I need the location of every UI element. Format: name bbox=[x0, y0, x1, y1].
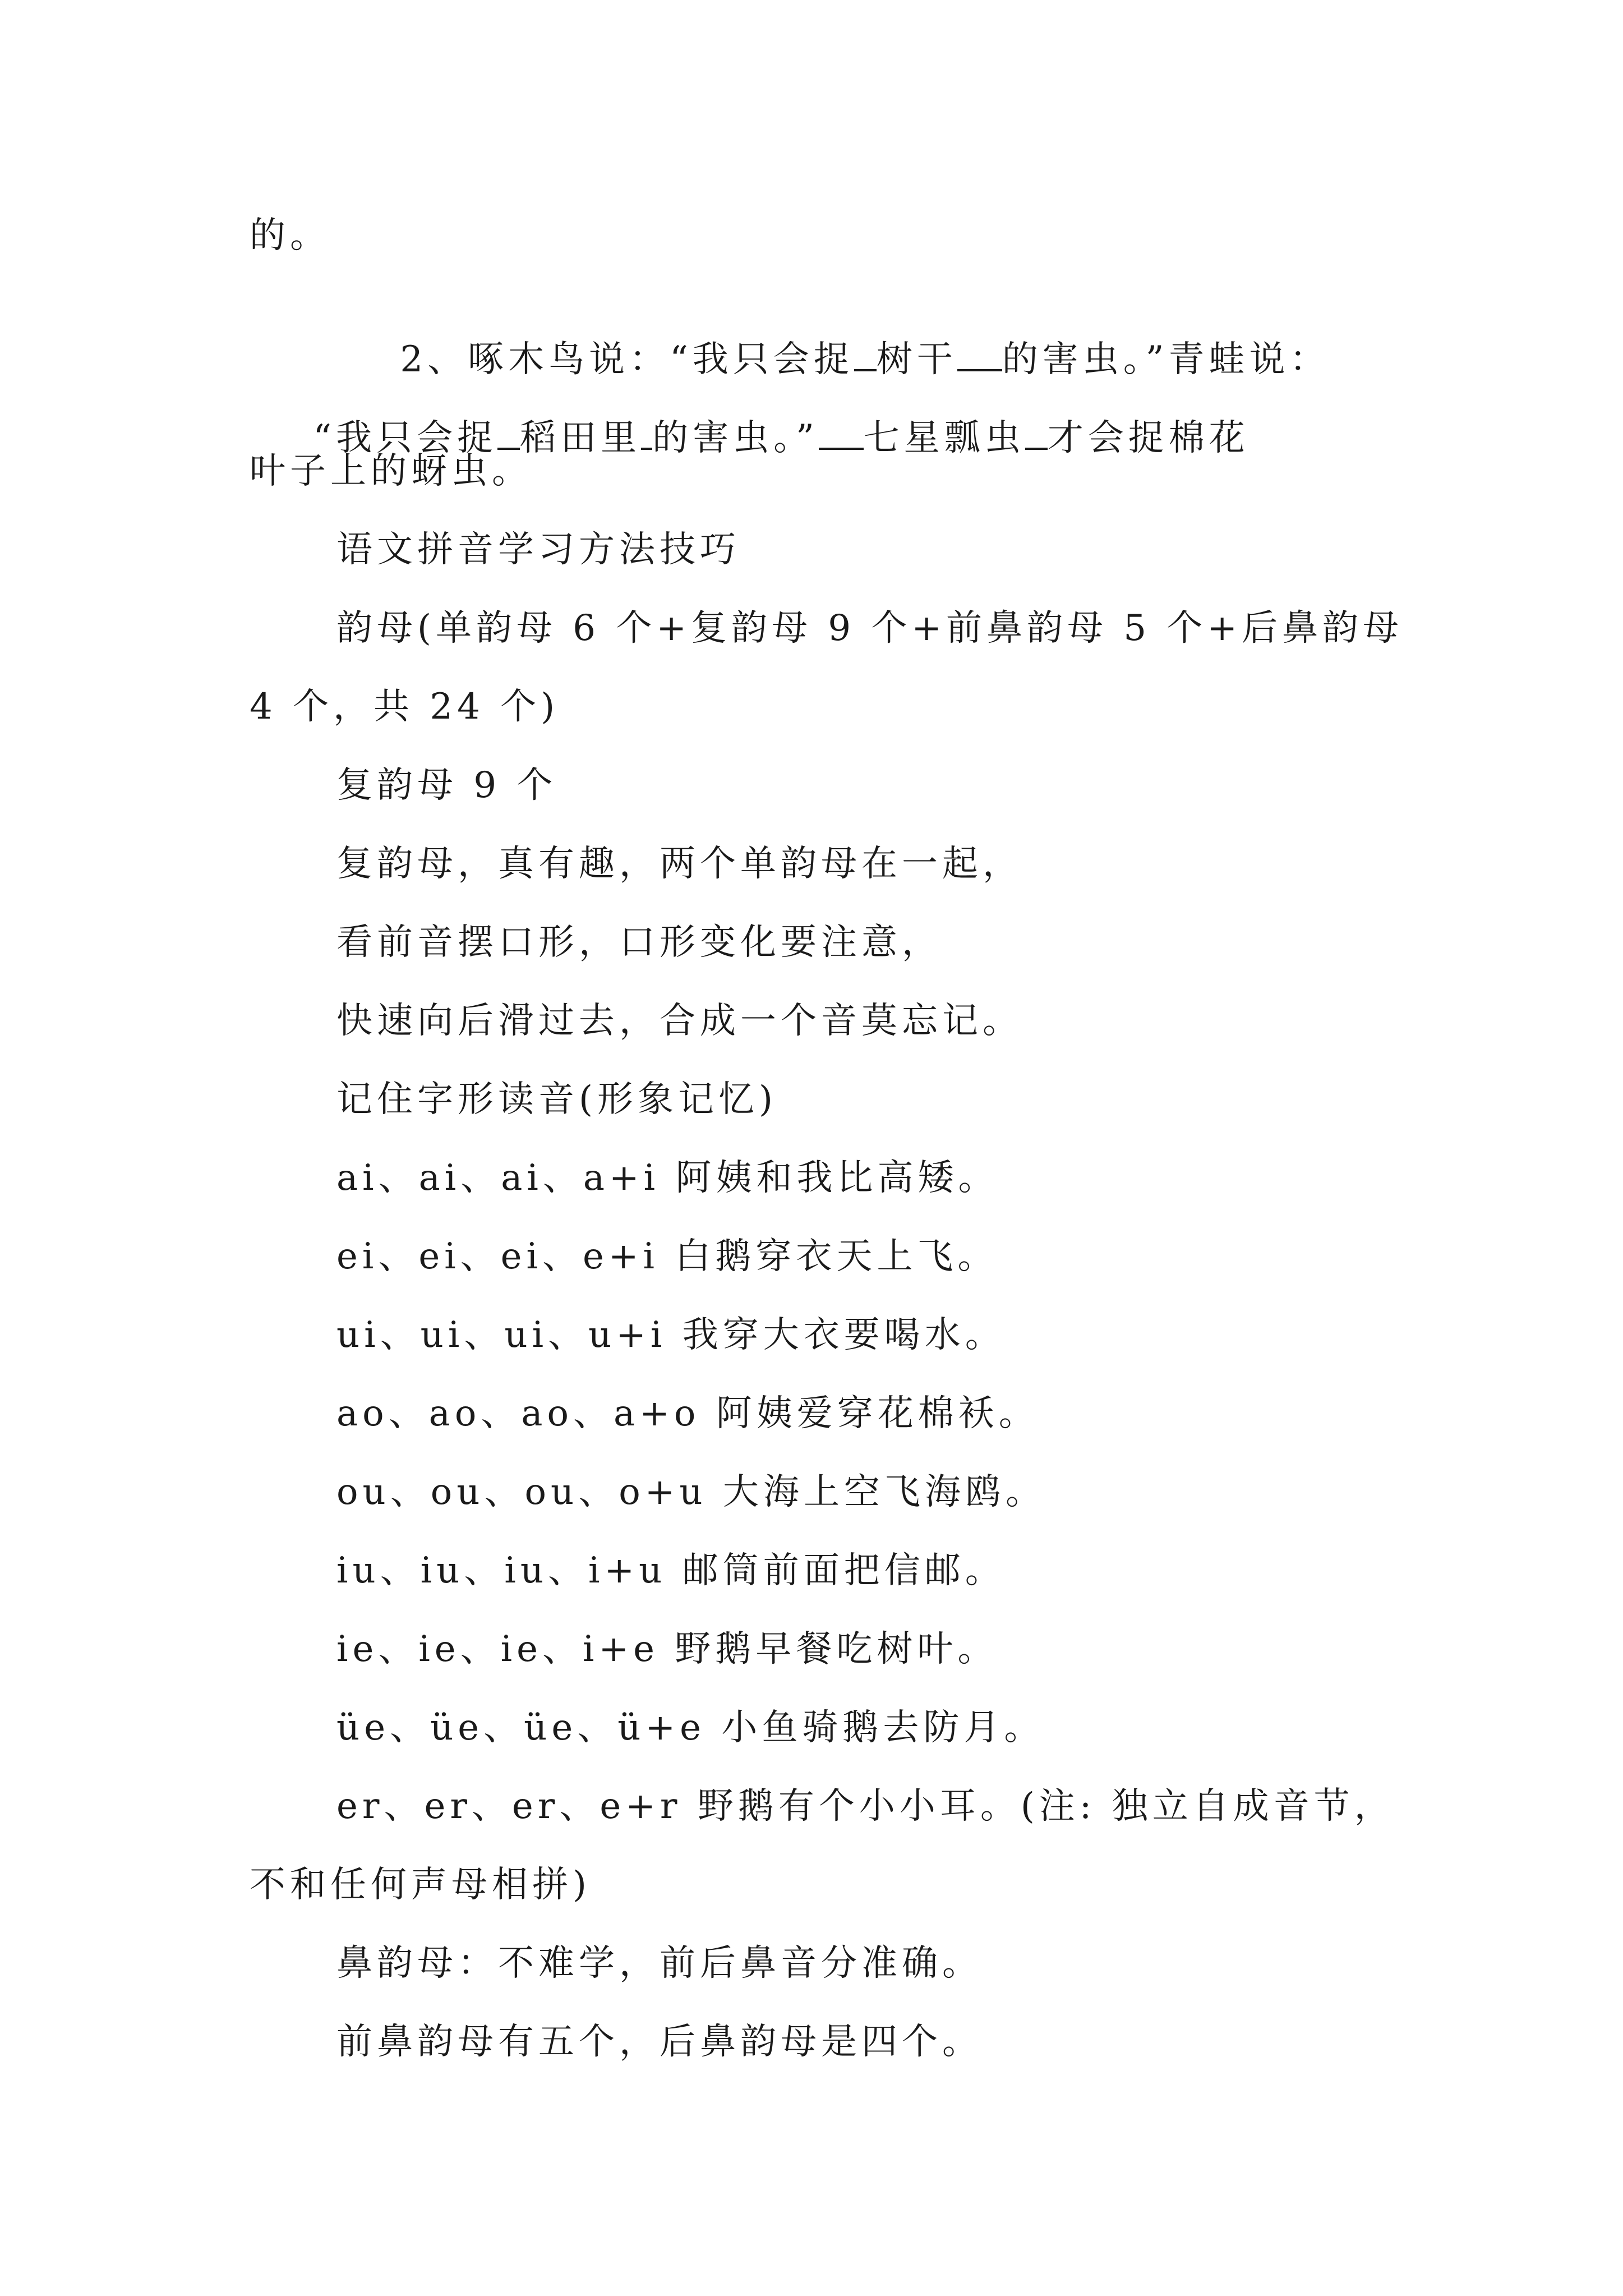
text-line-12: 记住字形读音(形象记忆) bbox=[336, 1079, 777, 1120]
blank-underline bbox=[819, 415, 864, 450]
answer-text: 树干 bbox=[876, 339, 957, 380]
text-line-4: 叶子上的蚜虫。 bbox=[250, 450, 532, 492]
text-line-13: ai、ai、ai、a+i 阿姨和我比高矮。 bbox=[336, 1157, 999, 1199]
text-line-11: 快速向后滑过去，合成一个音莫忘记。 bbox=[336, 1000, 1023, 1042]
blank-underline bbox=[1025, 415, 1048, 450]
text-line-17: ou、ou、ou、o+u 大海上空飞海鸥。 bbox=[336, 1471, 1046, 1513]
text-line-1: 的。 bbox=[250, 215, 330, 256]
text-line-9: 复韵母，真有趣，两个单韵母在一起， bbox=[336, 843, 1023, 885]
text-segment: 才会捉棉花 bbox=[1047, 417, 1249, 459]
text-segment: 2、啄木鸟说：“我只会捉 bbox=[400, 339, 854, 380]
text-segment: “我只会捉 bbox=[313, 417, 498, 459]
text-line-8: 复韵母 9 个 bbox=[336, 765, 557, 806]
section-heading: 语文拼音学习方法技巧 bbox=[336, 529, 740, 570]
text-line-21: er、er、er、e+r 野鹅有个小小耳。(注: 独立自成音节， bbox=[336, 1786, 1395, 1827]
blank-underline bbox=[497, 415, 520, 450]
text-line-16: ao、ao、ao、a+o 阿姨爱穿花棉袄。 bbox=[336, 1393, 1039, 1434]
blank-underline bbox=[957, 337, 1002, 371]
text-line-14: ei、ei、ei、e+i 白鹅穿衣天上飞。 bbox=[336, 1236, 998, 1277]
text-line-10: 看前音摆口形，口形变化要注意， bbox=[336, 922, 942, 963]
text-line-15: ui、ui、ui、u+i 我穿大衣要喝水。 bbox=[336, 1314, 1006, 1356]
answer-text: 稻田里 bbox=[520, 417, 642, 459]
blank-underline bbox=[641, 415, 652, 450]
text-line-7: 4 个，共 24 个) bbox=[250, 686, 560, 728]
text-line-20: üe、üe、üe、ü+e 小鱼骑鹅去防月。 bbox=[336, 1707, 1045, 1749]
answer-text: 七星瓢虫 bbox=[863, 417, 1025, 459]
text-segment: 的害虫。” bbox=[652, 417, 819, 459]
text-line-23: 鼻韵母：不难学，前后鼻音分准确。 bbox=[336, 1943, 983, 1984]
text-line-18: iu、iu、iu、i+u 邮筒前面把信邮。 bbox=[336, 1550, 1006, 1591]
text-line-22: 不和任何声母相拼) bbox=[250, 1864, 591, 1906]
text-line-19: ie、ie、ie、i+e 野鹅早餐吃树叶。 bbox=[336, 1628, 998, 1670]
text-segment: 的害虫。”青蛙说： bbox=[1002, 339, 1330, 380]
blank-underline bbox=[854, 337, 877, 371]
text-line-6: 韵母(单韵母 6 个+复韵母 9 个+前鼻韵母 5 个+后鼻韵母 bbox=[336, 608, 1404, 649]
text-line-24: 前鼻韵母有五个，后鼻韵母是四个。 bbox=[336, 2021, 983, 2063]
